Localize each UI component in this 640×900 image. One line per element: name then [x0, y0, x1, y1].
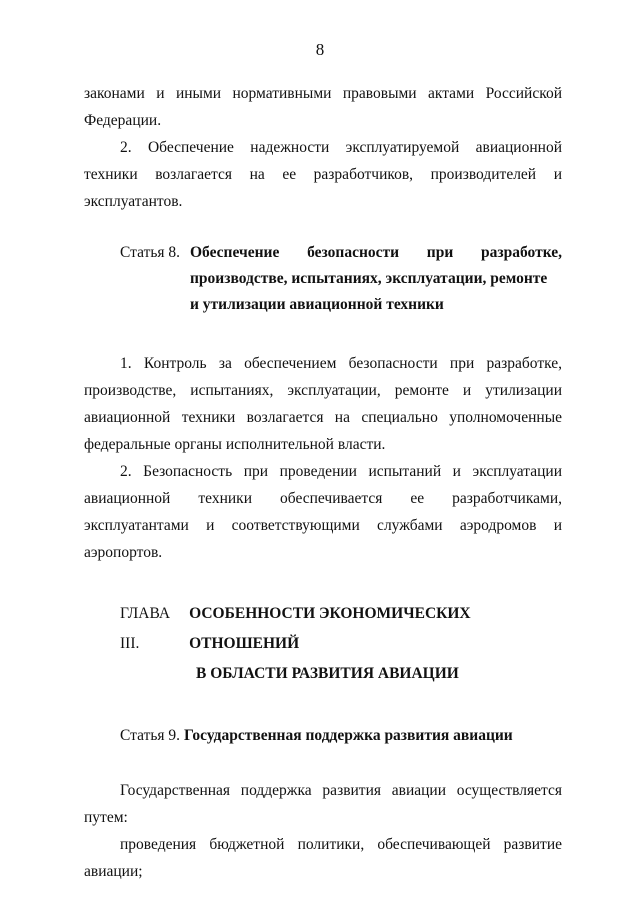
- article-9-title: Государственная поддержка развития авиации: [183, 727, 513, 744]
- article-8-title-line: Обеспечение безопасности при разработке,: [190, 244, 562, 261]
- paragraph-continuation: законами и иными нормативными правовыми актами Российской Федерации.: [84, 85, 562, 129]
- paragraph-article8-item1: 1. Контроль за обеспечением безопасности при разработке, производстве, испытаниях, эксплуатации, ремонте и утилизации авиационной техники возлагается на специально уполномоченные федеральные органы исполнительной власти.: [84, 355, 562, 453]
- article-9-label: Статья 9.: [120, 727, 181, 744]
- paragraph-article7-item2: 2. Обеспечение надежности эксплуатируемой авиационной техники возлагается на ее разработчиков, производителей и эксплуатантов.: [84, 139, 562, 210]
- article-8-title-line: и утилизации авиационной техники: [190, 296, 444, 313]
- article-8-label: Статья 8.: [120, 244, 181, 261]
- chapter-3-title-line2: В ОБЛАСТИ РАЗВИТИЯ АВИАЦИИ: [196, 665, 459, 682]
- chapter-3-label: ГЛАВА III.: [120, 605, 171, 652]
- article-8-title-line: производстве, испытаниях, эксплуатации, ремонте: [190, 270, 548, 287]
- article-8-heading: [120, 240, 562, 318]
- chapter-3-title-line1: ОСОБЕННОСТИ ЭКОНОМИЧЕСКИХ ОТНОШЕНИЙ: [189, 605, 471, 652]
- paragraph-article9-item: проведения бюджетной политики, обеспечивающей развитие авиации;: [84, 836, 562, 880]
- page-number: 8: [315, 40, 325, 59]
- paragraph-article8-item2: 2. Безопасность при проведении испытаний и эксплуатации авиационной техники обеспечивается ее разработчиками, эксплуатантами и соответствующими службами аэродромов и аэропортов.: [84, 463, 562, 561]
- chapter-3-heading: [120, 599, 562, 689]
- paragraph-article9-intro: Государственная поддержка развития авиации осуществляется путем:: [84, 782, 562, 826]
- article-8-title: [190, 240, 562, 318]
- document-body: [84, 80, 562, 885]
- article-9-heading: [120, 722, 562, 749]
